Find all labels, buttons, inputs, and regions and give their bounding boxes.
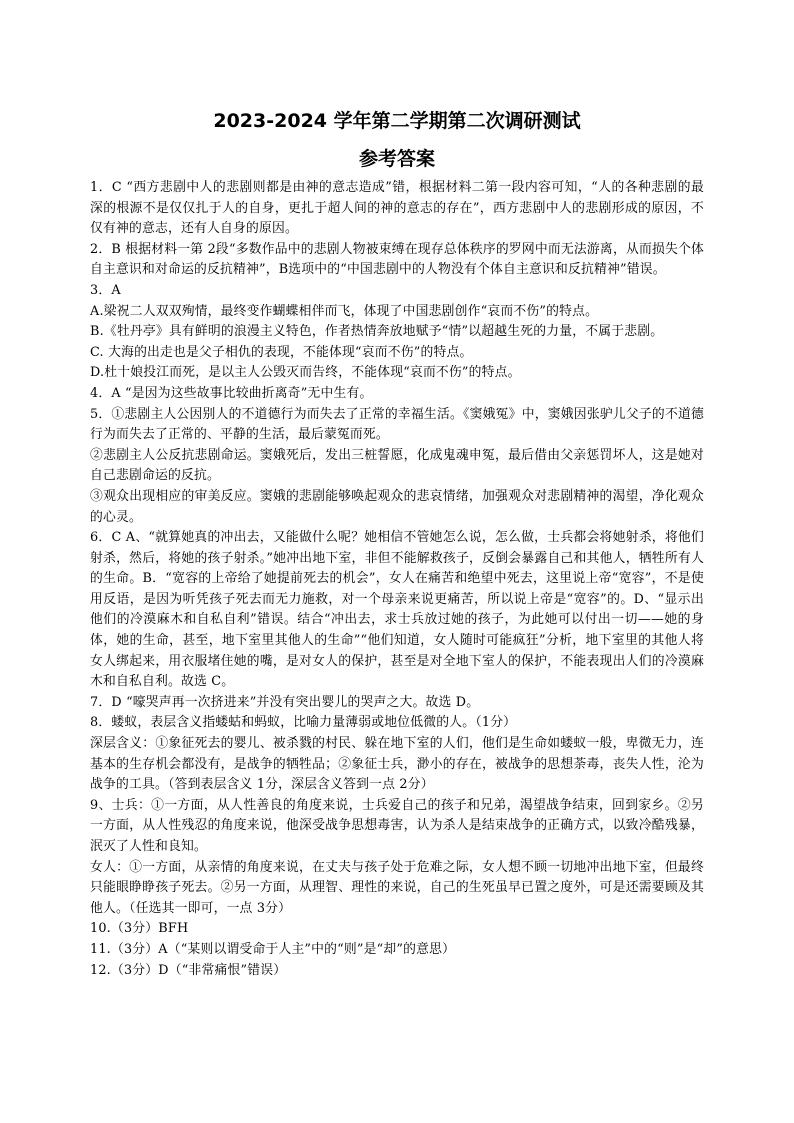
- answer-paragraph: 11.（3分）A（“某则以谓受命于人主”中的“则”是“却”的意思）: [90, 941, 456, 957]
- answer-paragraph: 8．蝼蚁，表层含义指蝼蛄和蚂蚁，比喻力量薄弱或地位低微的人。（1分）: [90, 715, 517, 731]
- answer-paragraph: 2．B 根据材料一第 2段“多数作品中的悲剧人物被束缚在现存总体秩序的罗网中而无法游离，从而损失个体自主意识和对命运的反抗精神”，B选项中的“中国悲剧中的人物没有个体自主意识和反抗精神”错误。: [90, 241, 704, 278]
- answer-paragraph: D.杜十娘投江而死，是以主人公毁灭而告终，不能体现“哀而不伤”的特点。: [90, 365, 521, 381]
- answer-paragraph: 深层含义：①象征死去的婴儿、被杀戮的村民、躲在地下室的人们，他们是生命如蝼蚁一般，卑微无力，连基本的生存机会都没有，是战争的牺牲品；②象征士兵，渺小的存在，被战争的思想荼毒，丧失人性，沦为战争的工具。（答到表层含义 1分，深层含义答到一点 2分）: [90, 736, 704, 793]
- answer-paragraph: 6．C A、“就算她真的冲出去，又能做什么呢？她相信不管她怎么说，怎么做，士兵都会将她射杀，将他们射杀，然后，将她的孩子射杀。”她冲出地下室，非但不能解救孩子，反倒会暴露自己和其他人，牺牲所有人的生命。B．“宽容的上帝给了她提前死去的机会”，女人在痛苦和绝望中死去，这里说上帝“宽容”，不是使用反语，是因为听凭孩子死去而无力施救，对一个母亲来说更痛苦，所以说上帝是“宽容”的。D、“显示出他们的冷漠麻木和自私自利”错误。结合“冲出去，求士兵放过她的孩子，为此她可以付出一切——她的身体，她的生命，甚至，地下室里其他人的生命”“他们知道，女人随时可能疯狂”分析，地下室里的其他人将女人绑起来，用衣服堵住她的嘴，是对女人的保护，甚至是对全地下室人的保护，不能表现出人们的冷漠麻木和自私自利。故选 C。: [90, 530, 704, 690]
- answer-paragraph: ②悲剧主人公反抗悲剧命运。窦娥死后，发出三桩誓愿，化成鬼魂申冤，最后借由父亲惩罚坏人，这是她对自己悲剧命运的反抗。: [90, 447, 704, 484]
- answer-paragraph: 1．C “西方悲剧中人的悲剧则都是由神的意志造成”错，根据材料二第一段内容可知，“人的各种悲剧的最深的根源不是仅仅扎于人的自身，更扎于超人间的神的意志的存在”，西方悲剧中人的悲剧形成的原因，不仅有神的意志，还有人自身的原因。: [90, 180, 704, 237]
- answer-paragraph: A.梁祝二人双双殉情，最终变作蝴蝶相伴而飞，体现了中国悲剧创作“哀而不伤”的特点。: [90, 303, 599, 319]
- answer-paragraph: 3．A: [90, 282, 121, 298]
- answer-paragraph: 10.（3分）BFH: [90, 921, 189, 937]
- answer-paragraph: 12.（3分）D（“非常痛恨”错误）: [90, 962, 287, 978]
- answer-paragraph: ③观众出现相应的审美反应。窦娥的悲剧能够唤起观众的悲哀情绪，加强观众对悲剧精神的渴望，净化观众的心灵。: [90, 488, 704, 525]
- answer-paragraph: B.《牡丹亭》具有鲜明的浪漫主义特色，作者热情奔放地赋予“情”以超越生死的力量，不属于悲剧。: [90, 324, 664, 340]
- answer-body: [90, 178, 704, 981]
- document-subtitle: 参考答案: [358, 148, 435, 170]
- answer-paragraph: 5．①悲剧主人公因别人的不道德行为而失去了正常的幸福生活。《窦娥冤》中，窦娥因张驴儿父子的不道德行为而失去了正常的、平静的生活，最后蒙冤而死。: [90, 406, 704, 443]
- document-title: 2023-2024 学年第二学期第二次调研测试: [213, 110, 581, 132]
- answer-paragraph: 4．A “是因为这些故事比较曲折离奇”无中生有。: [90, 385, 373, 401]
- answer-paragraph: 9、士兵：①一方面，从人性善良的角度来说，士兵爱自己的孩子和兄弟，渴望战争结束，回到家乡。②另一方面，从人性残忍的角度来说，他深受战争思想毒害，认为杀人是结束战争的正确方式，以致冷酷残暴，泯灭了人性和良知。: [90, 797, 704, 854]
- answer-paragraph: 7．D “嚎哭声再一次挤进来”并没有突出婴儿的哭声之大。故选 D。: [90, 694, 480, 710]
- answer-paragraph: C. 大海的出走也是父子相仇的表现，不能体现“哀而不伤”的特点。: [90, 344, 473, 360]
- answer-paragraph: 女人：①一方面，从亲情的角度来说，在丈夫与孩子处于危难之际，女人想不顾一切地冲出地下室，但最终只能眼睁睁孩子死去。②另一方面，从理智、理性的来说，自己的生死虽早已置之度外，可是还需要顾及其他人。（任选其一即可，一点 3分）: [90, 859, 704, 916]
